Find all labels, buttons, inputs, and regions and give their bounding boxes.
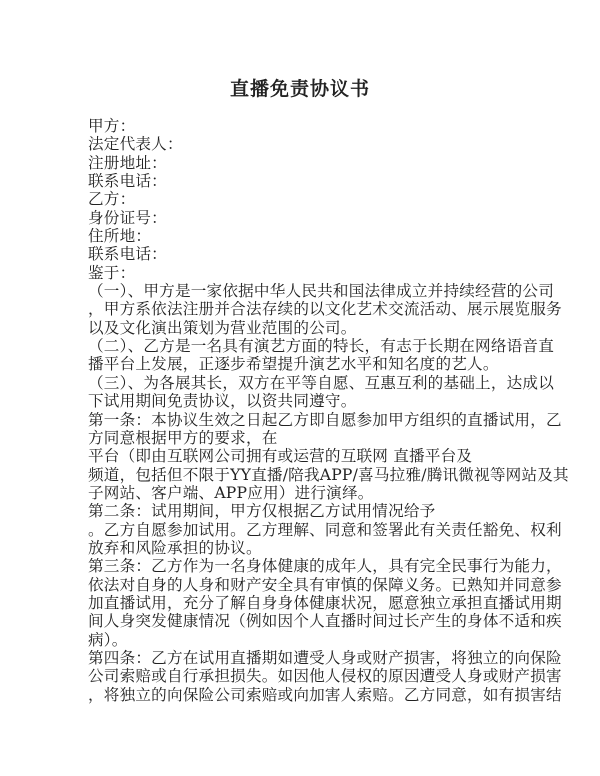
document-title: 直播免责协议书 (229, 78, 370, 100)
document-line: ，甲方系依法注册并合法存续的以文化艺术交流活动、展示展览服务 (88, 300, 562, 319)
document-line: 第四条：乙方在试用直播期如遭受人身或财产损害，将独立的向保险 (88, 648, 562, 667)
document-line: 放弃和风险承担的协议。 (88, 538, 262, 557)
document-line: （三）、为各展其长，双方在平等自愿、互惠互利的基础上，达成以 (88, 373, 555, 392)
document-line: 甲方： (88, 117, 136, 135)
document-line: 依法对自身的人身和财产安全具有审慎的保障义务。已熟知并同意参 (88, 575, 562, 594)
document-line: 。乙方自愿参加试用。乙方理解、同意和签署此有关责任豁免、权利 (88, 520, 562, 539)
document-line: 病）。 (88, 630, 128, 649)
document-line: 以及文化演出策划为营业范围的公司。 (88, 318, 357, 337)
document-line: 间人身突发健康情况（例如因个人直播时间过长产生的身体不适和疾 (88, 612, 562, 631)
document-line: 联系电话： (88, 172, 167, 191)
document-line: 频道，包括但不限于YY直播/陪我APP/喜马拉雅/腾讯微视等网站及其 (88, 465, 569, 484)
document-line: 第一条：本协议生效之日起乙方即自愿参加甲方组织的直播试用，乙 (88, 410, 562, 429)
document-line: 下试用期间免责协议，以资共同遵守。 (88, 392, 357, 411)
document-line: 方同意根据甲方的要求，在 (88, 428, 278, 447)
document-line: 第二条：试用期间，甲方仅根据乙方试用情况给予 (88, 502, 436, 521)
document-line: 公司索赔或自行承担损失。如因他人侵权的原因遭受人身或财产损害 (88, 667, 562, 686)
document-line: 乙方： (88, 190, 136, 209)
document-line: 加直播试用，充分了解自身身体健康状况，愿意独立承担直播试用期 (88, 593, 562, 612)
document-line: 平台（即由互联网公司拥有或运营的互联网 直播平台及 (88, 447, 473, 466)
document-line: （一）、甲方是一家依据中华人民共和国法律成立并持续经营的公司 (88, 282, 555, 301)
document-body (88, 117, 569, 704)
document-line: 鉴于： (88, 263, 136, 282)
document-line: ，将独立的向保险公司索赔或向加害人索赔。乙方同意，如有损害结 (88, 685, 562, 704)
document-line: 第三条：乙方作为一名身体健康的成年人，具有完全民事行为能力， (88, 557, 562, 576)
document-line: 联系电话： (88, 245, 167, 264)
document-line: 注册地址： (88, 153, 167, 172)
document-line: 住所地： (88, 227, 152, 246)
document-line: 子网站、客户端、APP应用）进行演绎。 (88, 483, 374, 502)
document-line: （二）、乙方是一名具有演艺方面的特长，有志于长期在网络语音直 (88, 337, 555, 356)
document-line: 播平台上发展，正逐步希望提升演艺水平和知名度的艺人。 (88, 355, 499, 374)
document-line: 身份证号： (88, 208, 167, 227)
document-line: 法定代表人： (88, 135, 183, 154)
